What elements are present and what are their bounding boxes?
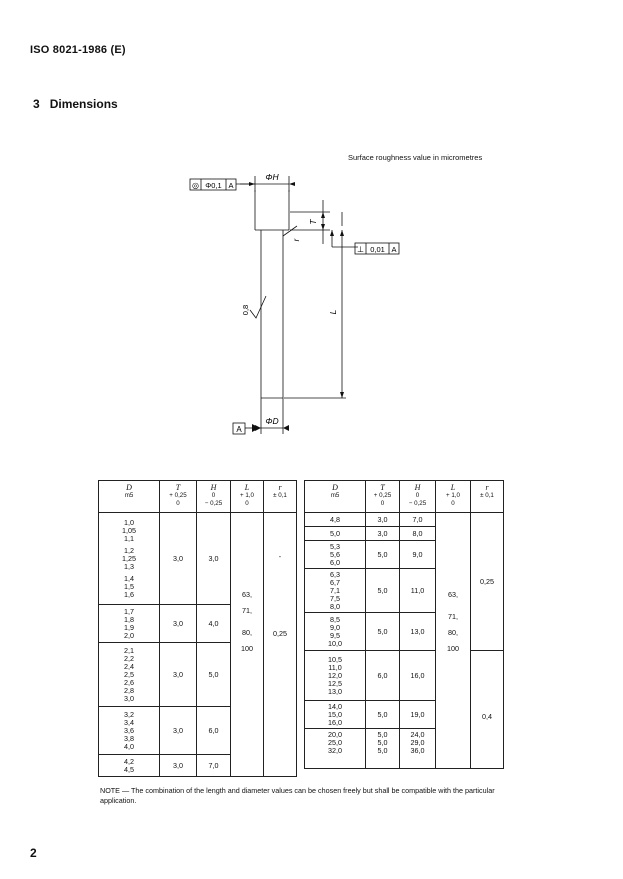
cell-t: 3,0 bbox=[160, 513, 197, 605]
cell-r: - 0,25 bbox=[264, 513, 297, 777]
cell-h: 9,0 bbox=[400, 541, 436, 569]
cell-t: 3,0 bbox=[366, 527, 400, 541]
concentricity-symbol: ◎ bbox=[192, 181, 199, 190]
roughness-caption: Surface roughness value in micrometres bbox=[348, 153, 483, 162]
cell-t: 6,0 bbox=[366, 651, 400, 701]
cell-t: 5,0 bbox=[366, 569, 400, 613]
cell-h: 4,0 bbox=[197, 605, 231, 643]
cell-h: 19,0 bbox=[400, 701, 436, 729]
dim-head-diameter: ΦH bbox=[265, 172, 279, 182]
cell-t: 3,0 bbox=[160, 707, 197, 755]
cell-h: 16,0 bbox=[400, 651, 436, 701]
cell-h: 8,0 bbox=[400, 527, 436, 541]
cell-t: 3,0 bbox=[160, 605, 197, 643]
cell-d: 4,8 bbox=[305, 513, 366, 527]
page-number: 2 bbox=[30, 846, 37, 860]
header-r: r ± 0,1 bbox=[471, 481, 504, 513]
cell-l: 63, 71, 80, 100 bbox=[231, 513, 264, 777]
cell-t: 5,0 5,0 5,0 bbox=[366, 729, 400, 769]
table-note: NOTE — The combination of the length and diameter values can be chosen freely but shall be compatible with the particular application. bbox=[100, 786, 495, 805]
table-header-row bbox=[99, 481, 297, 513]
concentricity-value: Φ0,1 bbox=[205, 181, 222, 190]
section-number: 3 bbox=[33, 97, 40, 111]
cell-d: 14,0 15,0 16,0 bbox=[305, 701, 366, 729]
header-l: L + 1,0 0 bbox=[436, 481, 471, 513]
cell-h: 3,0 bbox=[197, 513, 231, 605]
dim-length: L bbox=[328, 309, 338, 315]
cell-t: 5,0 bbox=[366, 701, 400, 729]
cell-d: 5,3 5,6 6,0 bbox=[305, 541, 366, 569]
cell-h: 7,0 bbox=[400, 513, 436, 527]
cell-t: 3,0 bbox=[160, 643, 197, 707]
cell-r-lower: 0,4 bbox=[471, 651, 504, 769]
header-d: D m5 bbox=[99, 481, 160, 513]
table-header-row bbox=[305, 481, 504, 513]
header-t: T + 0,25 0 bbox=[366, 481, 400, 513]
cell-t: 5,0 bbox=[366, 613, 400, 651]
cell-d: 6,3 6,7 7,1 7,5 8,0 bbox=[305, 569, 366, 613]
cell-t: 5,0 bbox=[366, 541, 400, 569]
dim-head-thickness: T bbox=[308, 219, 318, 225]
cell-h: 6,0 bbox=[197, 707, 231, 755]
concentricity-frame bbox=[190, 179, 236, 190]
section-title: Dimensions bbox=[49, 97, 118, 111]
dimension-table-left bbox=[98, 480, 297, 777]
cell-h: 13,0 bbox=[400, 613, 436, 651]
cell-d: 10,5 11,0 12,0 12,5 13,0 bbox=[305, 651, 366, 701]
cell-d: 8,5 9,0 9,5 10,0 bbox=[305, 613, 366, 651]
header-h: H 0 − 0,25 bbox=[400, 481, 436, 513]
cell-d: 20,0 25,0 32,0 bbox=[305, 729, 366, 769]
cell-d: 1,0 1,05 1,1 1,2 1,25 1,3 1,4 1,5 1,6 bbox=[99, 513, 160, 605]
header-d: D m5 bbox=[305, 481, 366, 513]
cell-d: 1,7 1,8 1,9 2,0 bbox=[99, 605, 160, 643]
header-t: T + 0,25 0 bbox=[160, 481, 197, 513]
perpendicularity-frame bbox=[355, 243, 399, 254]
header-r: r ± 0,1 bbox=[264, 481, 297, 513]
table-row bbox=[99, 513, 297, 605]
header-l: L + 1,0 0 bbox=[231, 481, 264, 513]
cell-l: 63, 71, 80, 100 bbox=[436, 513, 471, 769]
header-h: H 0 − 0,25 bbox=[197, 481, 231, 513]
cell-t: 3,0 bbox=[366, 513, 400, 527]
dim-shank-diameter: ΦD bbox=[265, 416, 279, 426]
cell-h: 5,0 bbox=[197, 643, 231, 707]
table-row bbox=[305, 651, 504, 701]
cell-d: 2,1 2,2 2,4 2,5 2,6 2,8 3,0 bbox=[99, 643, 160, 707]
cell-h: 11,0 bbox=[400, 569, 436, 613]
table-row bbox=[305, 513, 504, 527]
perpendicularity-datum: A bbox=[391, 245, 397, 254]
dim-radius: r bbox=[292, 238, 301, 242]
cell-d: 5,0 bbox=[305, 527, 366, 541]
datum-a-box bbox=[233, 423, 253, 434]
datum-label: A bbox=[236, 425, 242, 434]
cell-d: 4,2 4,5 bbox=[99, 755, 160, 777]
roughness-value: 0,8 bbox=[241, 304, 250, 316]
dimension-table-right bbox=[304, 480, 504, 769]
cell-d: 3,2 3,4 3,6 3,8 4,0 bbox=[99, 707, 160, 755]
cell-h: 24,0 29,0 36,0 bbox=[400, 729, 436, 769]
cell-h: 7,0 bbox=[197, 755, 231, 777]
perpendicularity-symbol: ⊥ bbox=[357, 245, 364, 254]
cell-t: 3,0 bbox=[160, 755, 197, 777]
concentricity-datum: A bbox=[228, 181, 234, 190]
standard-code: ISO 8021-1986 (E) bbox=[30, 44, 126, 56]
perpendicularity-value: 0,01 bbox=[370, 245, 385, 254]
cell-r-upper: 0,25 bbox=[471, 513, 504, 651]
